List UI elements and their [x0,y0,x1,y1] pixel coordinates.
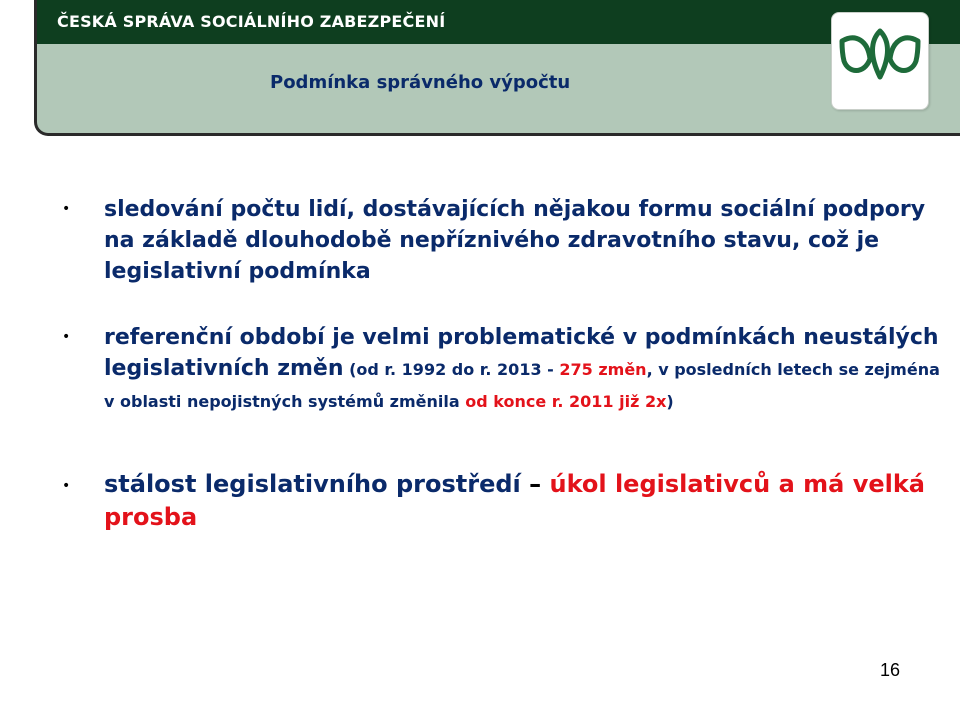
bullet-3-highlight: úkol legislativců a má velká prosba [104,470,925,531]
bullet-marker: • [62,478,71,494]
slide-title: Podmínka správného výpočtu [270,72,571,93]
bullet-2-changes-count: 275 změn [559,360,647,379]
bullet-3-dash: – [520,470,550,498]
bullet-marker: • [62,329,71,345]
bullet-3-lead: stálost legislativního prostředí [104,470,521,498]
bullet-2-open: (od r. 1992 do r. 2013 - [343,360,560,379]
bullet-item-3 [104,468,944,534]
bullet-item-1 [104,194,934,287]
bullet-marker: • [62,201,71,217]
bullet-2-close: ) [666,392,674,411]
bullet-2-mid: , v posledních letech se zejména v oblasti nepojistných systémů změnila [104,360,940,411]
org-name: ČESKÁ SPRÁVA SOCIÁLNÍHO ZABEZPEČENÍ [57,12,446,31]
page-number: 16 [880,660,901,680]
bullet-1-text: sledování počtu lidí, dostávajících nějakou formu sociální podpory na základě dlouhodobě nepříznivého zdravotního stavu, což je legislativní podmínka [104,197,926,284]
bullet-item-2 [104,322,944,417]
bullet-2-main: referenční období je velmi problematické v podmínkách neustálých legislativních změn [104,325,939,381]
bullet-2-since-2011: od konce r. 2011 již 2x [465,392,667,411]
